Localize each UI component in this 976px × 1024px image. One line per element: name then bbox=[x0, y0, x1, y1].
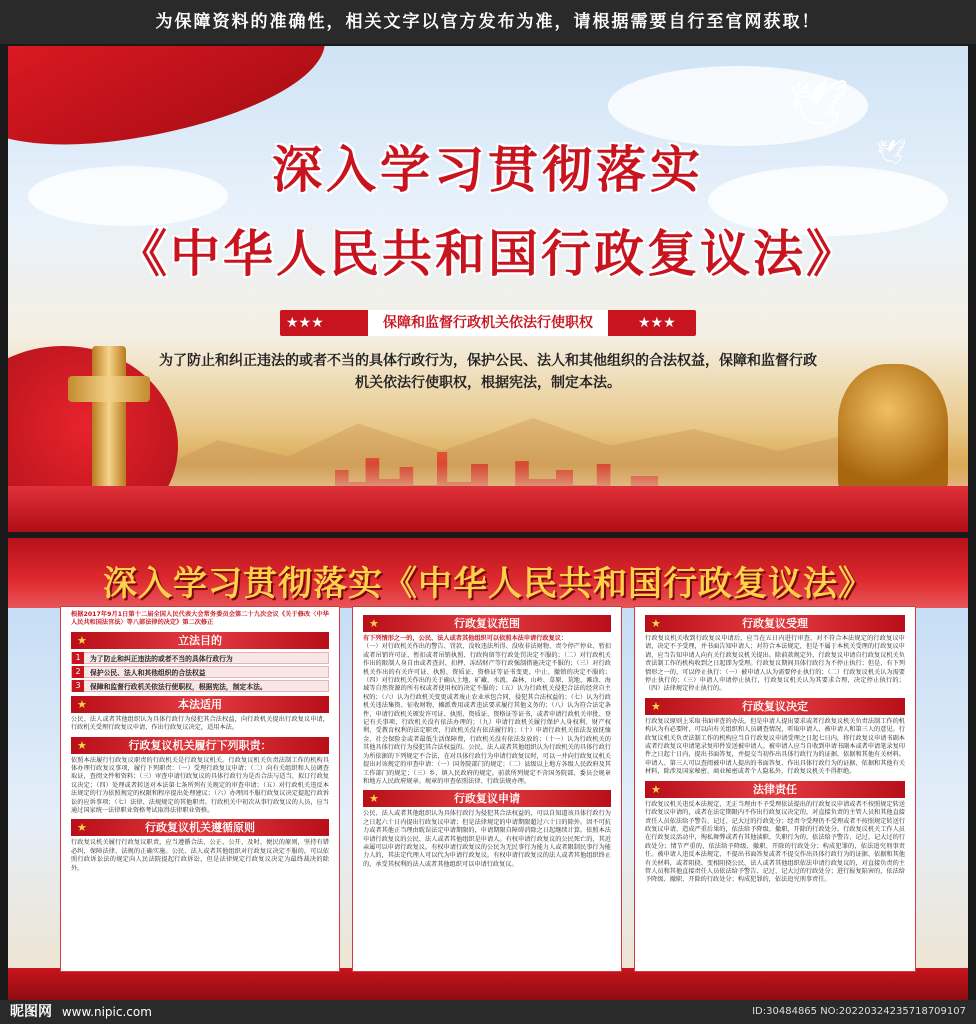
item-number: 2 bbox=[72, 666, 84, 678]
item-text: 为了防止和纠正违法的或者不当的具体行政行为 bbox=[90, 654, 233, 663]
upper-board bbox=[8, 46, 968, 532]
site-logo[interactable]: 昵图网 bbox=[10, 1004, 52, 1020]
column-3 bbox=[634, 606, 916, 972]
red-ribbon-footer bbox=[8, 968, 968, 1000]
star-icons-right: ★★★ bbox=[638, 315, 676, 331]
section-heading bbox=[71, 819, 329, 836]
item-number: 3 bbox=[72, 680, 84, 692]
top-notice: 为保障资料的准确性，相关文字以官方发布为准，请根据需要自行至官网获取！ bbox=[0, 0, 976, 44]
site-url[interactable]: www.nipic.com bbox=[61, 1005, 152, 1019]
section-heading bbox=[71, 696, 329, 713]
dove-icon: 🕊 bbox=[788, 77, 849, 133]
star-icon: ★ bbox=[651, 617, 661, 630]
item-text: 保护公民、法人和其他组织的合法权益 bbox=[90, 668, 206, 677]
star-icon: ★ bbox=[77, 633, 87, 647]
star-icon: ★ bbox=[77, 697, 87, 711]
paragraph: （一）对行政机关作出的警告、罚款、没收违法所得、没收非法财物、责令停产停业、暂扣或者吊销许可证、暂扣或者吊销执照、行政拘留等行政处罚决定不服的；（二）对行政机关作出的限制人身自由或者查封、扣押、冻结财产等行政强制措施决定不服的；（三）对行政机关作出的有关许可证、执照、资质证、资格证等证书变更、中止、撤销的决定不服的；（四）对行政机关作出的关于确认土地、矿藏、水流、森林、山岭、草原、荒地、滩涂、海域等自然资源的所有权或者使用权的决定不服的；（五）认为行政机关侵犯合法的经营自主权的；（六）认为行政机关变更或者废止农业承包合同，侵犯其合法权益的；（七）认为行政机关违法集资、征收财物、摊派费用或者违法要求履行其他义务的；（八）认为符合法定条件，申请行政机关颁发许可证、执照、资质证、资格证等证书，或者申请行政机关审批、登记有关事项，行政机关没有依法办理的；（九）申请行政机关履行保护人身权利、财产权利、受教育权利的法定职责，行政机关没有依法履行的；（十）申请行政机关依法发放抚恤金、社会保险金或者最低生活保障费，行政机关没有依法发放的；（十一）认为行政机关的其他具体行政行为侵犯其合法权益的。公民、法人或者其他组织认为行政机关的具体行政行为所依据的下列规定不合法，在对具体行政行为申请行政复议时，可以一并向行政复议机关提出对该规定的审查申请：（一）国务院部门的规定；（二）县级以上地方各级人民政府及其工作部门的规定；（三）乡、镇人民政府的规定。前款所列规定不含国务院部、委员会规章和地方人民政府规章。规章的审查依照法律、行政法规办理。 bbox=[363, 643, 611, 785]
stone-lion-icon bbox=[838, 364, 948, 494]
intro-text: 为了防止和纠正违法的或者不当的具体行政行为，保护公民、法人和其他组织的合法权益，保障和监督行政机关依法行使职权，根据宪法，制定本法。 bbox=[159, 353, 817, 391]
subtitle: 保障和监督行政机关依法行使职权 bbox=[368, 310, 608, 336]
main-title-line1: 深入学习贯彻落实 bbox=[272, 141, 704, 199]
footer-bar bbox=[0, 1000, 976, 1024]
star-icon: ★ bbox=[369, 617, 379, 630]
item-number: 1 bbox=[72, 652, 84, 664]
paragraph: 行政复议原则上采取书面审查的办法，但是申请人提出要求或者行政复议机关负责法制工作的机构认为有必要时，可以向有关组织和人员调查情况，听取申请人、被申请人和第三人的意见。行政复议机关负责法制工作的机构应当自行政复议申请受理之日起七日内，将行政复议申请书副本或者行政复议申请笔录复印件发送被申请人。被申请人应当自收到申请书副本或者申请笔录复印件之日起十日内，提出书面答复，并提交当初作出具体行政行为的证据、依据和其他有关材料。申请人、第三人可以查阅被申请人提出的书面答复、作出具体行政行为的证据、依据和其他有关材料，除涉及国家秘密、商业秘密或者个人隐私外，行政复议机关不得拒绝。 bbox=[645, 717, 905, 776]
star-icon: ★ bbox=[77, 738, 87, 752]
heading-text: 行政复议申请 bbox=[454, 792, 520, 806]
lead-text: 有下列情形之一的，公民、法人或者其他组织可以依照本法申请行政复议： bbox=[363, 635, 568, 642]
heading-text: 立法目的 bbox=[178, 633, 222, 647]
preamble: 根据2017年9月1日第十二届全国人民代表大会常务委员会第二十九次会议《关于修改〈中华人民共和国法官法〉等八部法律的决定》第二次修正 bbox=[71, 611, 329, 627]
paragraph: 公民、法人或者其他组织认为具体行政行为侵犯其合法权益的，可以自知道该具体行政行为之日起六十日内提出行政复议申请；但是法律规定的申请期限超过六十日的除外。因不可抗力或者其他正当理由耽误法定申请期限的，申请期限自障碍消除之日起继续计算。依照本法申请行政复议的公民、法人或者其他组织是申请人。有权申请行政复议的公民死亡的，其近亲属可以申请行政复议。有权申请行政复议的公民为无民事行为能力人或者限制民事行为能力人的，其法定代理人可以代为申请行政复议。有权申请行政复议的法人或者其他组织终止的，承受其权利的法人或者其他组织可以申请行政复议。 bbox=[363, 810, 611, 868]
main-title-line2: 《中华人民共和国行政复议法》 bbox=[117, 225, 859, 283]
star-icon: ★ bbox=[77, 821, 87, 835]
section-heading bbox=[363, 790, 611, 807]
section-heading bbox=[363, 615, 611, 632]
paragraph: 公民、法人或者其他组织认为具体行政行为侵犯其合法权益，向行政机关提出行政复议申请，行政机关受理行政复议申请、作出行政复议决定，适用本法。 bbox=[71, 715, 329, 732]
list-item bbox=[71, 666, 329, 678]
dove-icon: 🕊 bbox=[876, 138, 907, 166]
column-2 bbox=[352, 606, 622, 972]
heading-text: 法律责任 bbox=[753, 782, 797, 796]
heading-text: 行政复议受理 bbox=[742, 617, 808, 630]
red-ribbon-bottom bbox=[8, 486, 968, 532]
heading-text: 行政复议机关遵循原则 bbox=[145, 821, 255, 835]
star-icon: ★ bbox=[651, 699, 661, 713]
item-text: 保障和监督行政机关依法行使职权，根据宪法，制定本法。 bbox=[90, 682, 267, 691]
lower-board bbox=[8, 538, 968, 1000]
heading-text: 行政复议范围 bbox=[454, 617, 520, 630]
section-heading bbox=[71, 737, 329, 754]
star-icon: ★ bbox=[369, 792, 379, 806]
paragraph: 行政复议机关收到行政复议申请后，应当在五日内进行审查，对不符合本法规定的行政复议申请，决定不予受理，并书面告知申请人；对符合本法规定，但是不属于本机关受理的行政复议申请，应当告知申请人向有关行政复议机关提出。除前款规定外，行政复议申请自行政复议机关负责法制工作的机构收到之日起即为受理。行政复议期间具体行政行为不停止执行；但是，有下列情形之一的，可以停止执行：（一）被申请人认为需要停止执行的；（二）行政复议机关认为需要停止执行的；（三）申请人申请停止执行，行政复议机关认为其要求合理，决定停止执行的；（四）法律规定停止执行的。 bbox=[645, 635, 905, 693]
section-heading bbox=[645, 615, 905, 632]
paragraph: 行政复议机关违反本法规定，无正当理由不予受理依法提出的行政复议申请或者不按照规定转送行政复议申请的，或者在法定期限内不作出行政复议决定的，对直接负责的主管人员和其他直接责任人员依法给予警告、记过、记大过的行政处分；经责令受理仍不受理或者不按照规定转送行政复议申请，造成严重后果的，依法给予降级、撤职、开除的行政处分。行政复议机关工作人员在行政复议活动中，徇私舞弊或者有其他渎职、失职行为的，依法给予警告、记过、记大过的行政处分；情节严重的，依法给予降级、撤职、开除的行政处分；构成犯罪的，依法追究刑事责任。被申请人违反本法规定，不提出书面答复或者不提交作出具体行政行为的证据、依据和其他有关材料，或者阻挠、变相阻挠公民、法人或者其他组织依法申请行政复议的，对直接负责的主管人员和其他直接责任人员依法给予警告、记过、记大过的行政处分；进行报复陷害的，依法给予降级、撤职、开除的行政处分；构成犯罪的，依法追究刑事责任。 bbox=[645, 800, 905, 884]
paragraph: 行政复议机关履行行政复议职责，应当遵循合法、公正、公开、及时、便民的原则，坚持有错必纠，保障法律、法规的正确实施。公民、法人或者其他组织对行政复议决定不服的，可以依照行政诉讼法的规定向人民法院提起行政诉讼，但是法律规定行政复议决定为最终裁决的除外。 bbox=[71, 839, 329, 872]
heading-text: 本法适用 bbox=[178, 697, 222, 711]
section-heading bbox=[71, 632, 329, 649]
heading-text: 行政复议机关履行下列职责： bbox=[128, 738, 272, 752]
section-heading bbox=[645, 781, 905, 798]
column-1 bbox=[60, 606, 340, 972]
section-heading bbox=[645, 698, 905, 715]
paragraph: 依照本法履行行政复议职责的行政机关是行政复议机关。行政复议机关负责法制工作的机构具体办理行政复议事项，履行下列职责：（一）受理行政复议申请；（二）向有关组织和人员调查取证，查阅文件和资料；（三）审查申请行政复议的具体行政行为是否合法与适当，拟订行政复议决定；（四）处理或者转送对本法第七条所列有关规定的审查申请；（五）对行政机关违反本法规定的行为依照规定的权限和程序提出处理建议；（六）办理因不服行政复议决定提起行政诉讼的应诉事项；（七）法律、法规规定的其他职责。行政机关中初次从事行政复议的人员，应当通过国家统一法律职业资格考试取得法律职业资格。 bbox=[71, 756, 329, 815]
lower-title: 深入学习贯彻落实《中华人民共和国行政复议法》 bbox=[103, 564, 873, 604]
star-icons-left: ★★★ bbox=[286, 315, 324, 331]
heading-text: 行政复议决定 bbox=[742, 699, 808, 713]
huabiao-cloud-plate bbox=[68, 376, 150, 402]
star-icon: ★ bbox=[651, 782, 661, 796]
image-id: ID:30484865 NO:20220324235718709107 bbox=[752, 1006, 966, 1017]
list-item bbox=[71, 680, 329, 692]
list-item bbox=[71, 652, 329, 664]
